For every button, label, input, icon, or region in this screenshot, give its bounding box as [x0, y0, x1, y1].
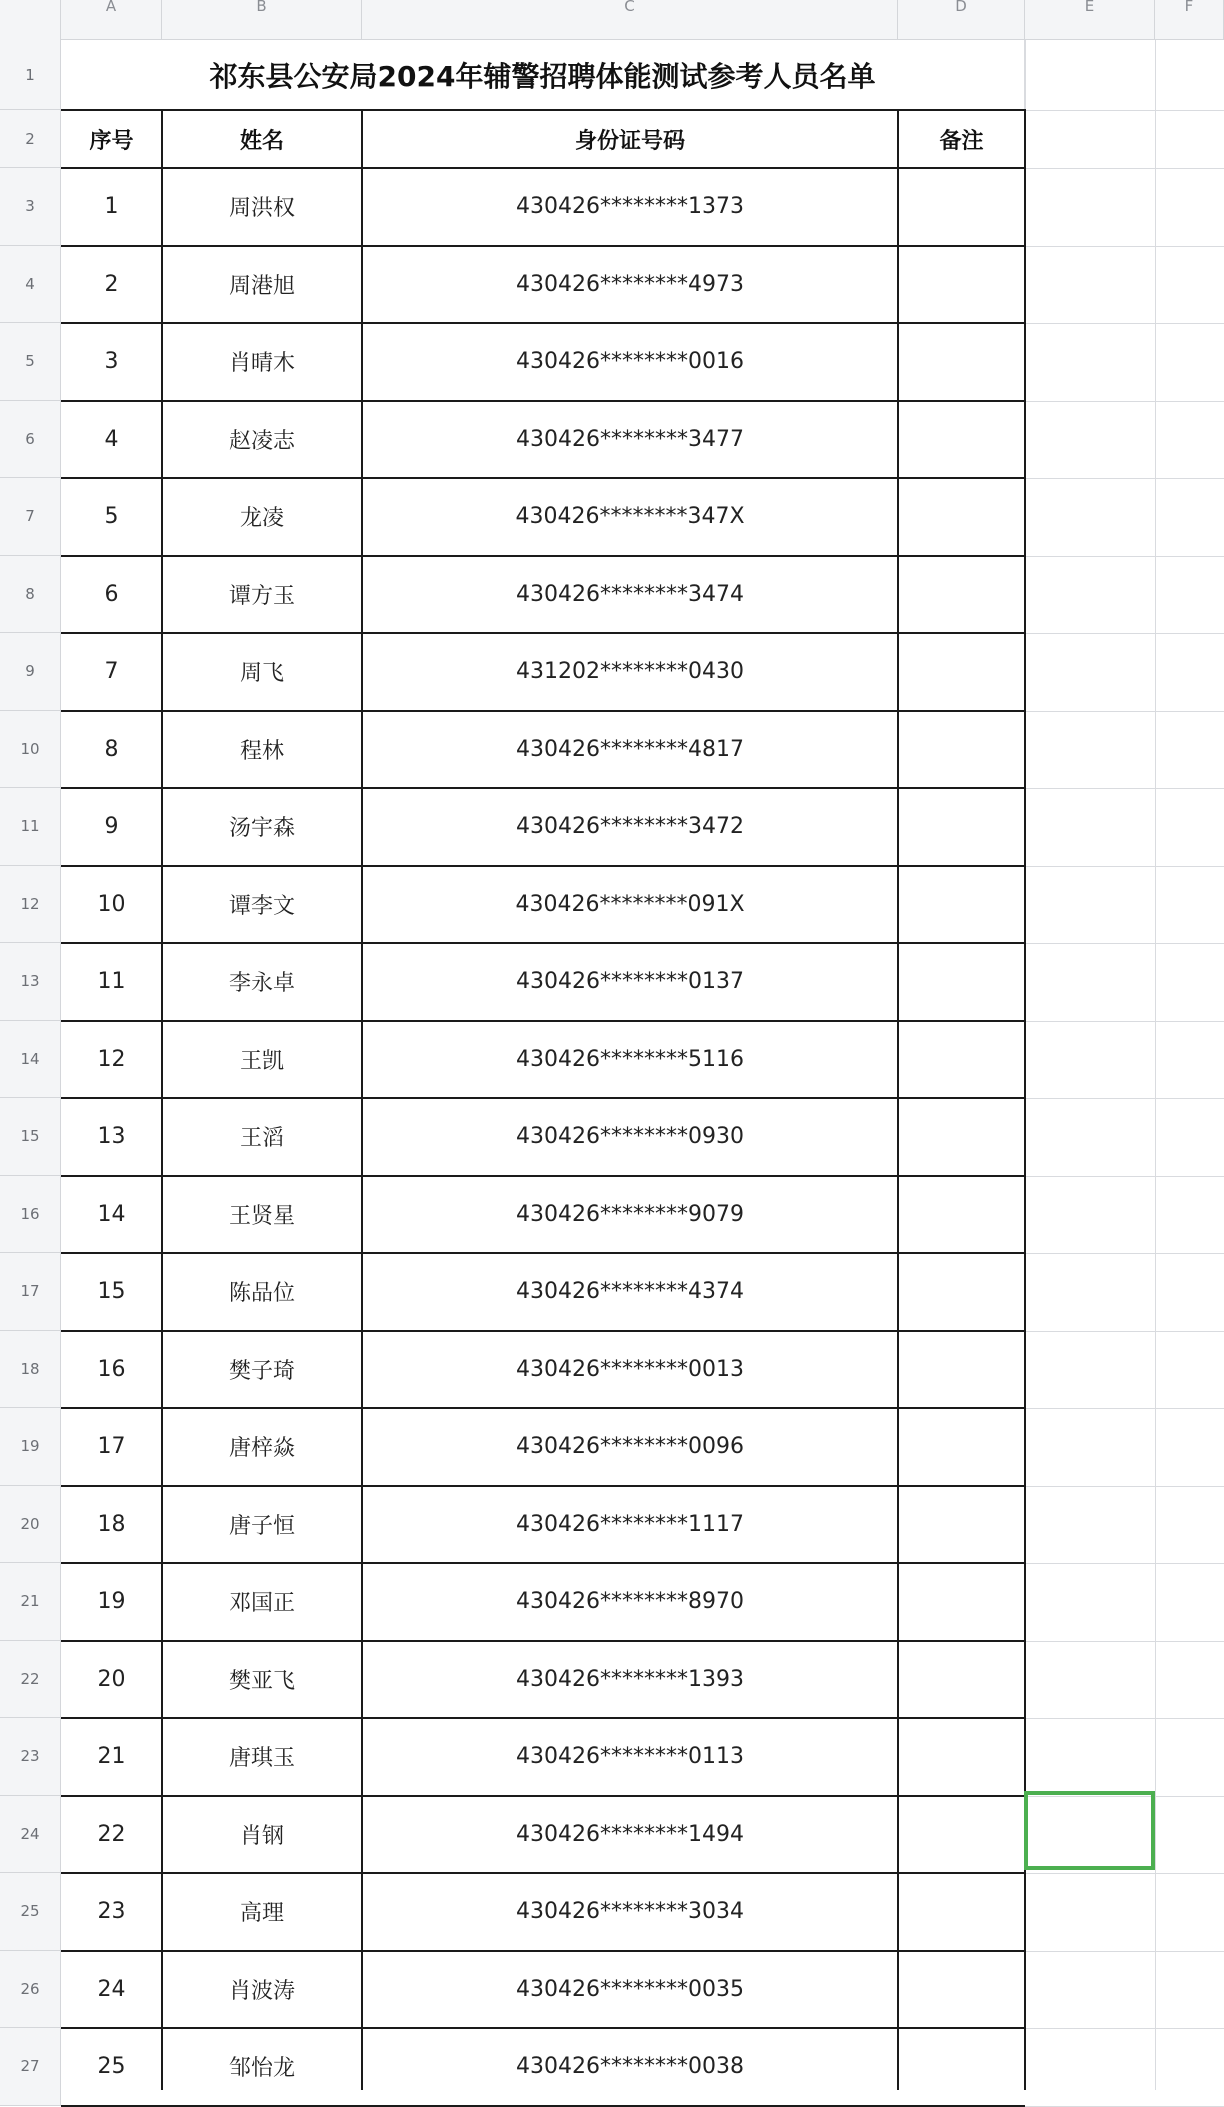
- cell-seq[interactable]: 6: [104, 581, 119, 607]
- row-header-12[interactable]: 12: [0, 866, 61, 944]
- table-border-horizontal: [61, 1097, 1025, 1099]
- cell-note[interactable]: [898, 401, 1025, 479]
- cell-seq[interactable]: 16: [97, 1356, 126, 1382]
- row-header-27[interactable]: 27: [0, 2028, 61, 2106]
- row-header-2[interactable]: 2: [0, 110, 61, 168]
- row-header-16[interactable]: 16: [0, 1176, 61, 1254]
- cell-name[interactable]: 程林: [239, 738, 284, 764]
- gridline-horizontal: [1025, 711, 1224, 712]
- gridline-horizontal: [1025, 110, 1224, 111]
- cell-id[interactable]: 430426********3477: [516, 426, 744, 452]
- gridline-horizontal: [1025, 2028, 1224, 2029]
- cell-seq[interactable]: 9: [104, 814, 119, 840]
- row-header-25[interactable]: 25: [0, 1873, 61, 1951]
- cell-name[interactable]: 赵凌志: [228, 428, 295, 454]
- cell-seq[interactable]: 11: [97, 969, 126, 995]
- row-header-26[interactable]: 26: [0, 1951, 61, 2029]
- cell-name[interactable]: 王滔: [239, 1126, 284, 1152]
- row-header-9[interactable]: 9: [0, 633, 61, 711]
- cell-id[interactable]: 430426********4973: [516, 271, 744, 297]
- cell-note[interactable]: [898, 711, 1025, 789]
- cell-name[interactable]: 肖钢: [239, 1823, 284, 1849]
- row-header-21[interactable]: 21: [0, 1563, 61, 1641]
- gridline-horizontal: [1025, 1873, 1224, 1874]
- cell-seq[interactable]: 21: [97, 1744, 126, 1770]
- gridline-horizontal: [1025, 1563, 1224, 1564]
- row-header-14[interactable]: 14: [0, 1021, 61, 1099]
- selected-cell-e24[interactable]: [1024, 1791, 1155, 1870]
- cell-id[interactable]: 430426********4817: [516, 736, 744, 762]
- gridline-horizontal: [1025, 1331, 1224, 1332]
- cell-name[interactable]: 陈品位: [228, 1281, 295, 1307]
- row-header-13[interactable]: 13: [0, 943, 61, 1021]
- cell-seq[interactable]: 7: [104, 659, 119, 685]
- cell-note[interactable]: [898, 1408, 1025, 1486]
- row-header-23[interactable]: 23: [0, 1718, 61, 1796]
- row-header-8[interactable]: 8: [0, 556, 61, 634]
- cell-id[interactable]: 431202********0430: [516, 659, 744, 685]
- table-border-horizontal: [61, 1872, 1025, 1874]
- cell-note[interactable]: [898, 1796, 1025, 1874]
- table-border-horizontal: [61, 1950, 1025, 1952]
- cell-name[interactable]: 王凯: [239, 1048, 284, 1074]
- gridline-horizontal: [1025, 633, 1224, 634]
- table-border-horizontal: [61, 865, 1025, 867]
- cell-seq[interactable]: 1: [104, 194, 119, 220]
- cell-id[interactable]: 430426********1494: [516, 1821, 744, 1847]
- cell-note[interactable]: [898, 478, 1025, 556]
- row-header-3[interactable]: 3: [0, 168, 61, 246]
- cell-note[interactable]: [898, 1021, 1025, 1099]
- cell-id[interactable]: 430426********0035: [516, 1976, 744, 2002]
- row-header-19[interactable]: 19: [0, 1408, 61, 1486]
- table-border-horizontal: [61, 1562, 1025, 1564]
- cell-id[interactable]: 430426********3474: [516, 581, 744, 607]
- cell-seq[interactable]: 14: [97, 1201, 126, 1227]
- table-border-horizontal: [61, 787, 1025, 789]
- row-header-20[interactable]: 20: [0, 1486, 61, 1564]
- table-border-horizontal: [61, 1252, 1025, 1254]
- cell-id[interactable]: 430426********0013: [516, 1356, 744, 1382]
- column-header-b[interactable]: B: [162, 0, 362, 40]
- table-border-horizontal: [61, 167, 1025, 169]
- cell-note[interactable]: [898, 1331, 1025, 1409]
- cell-seq[interactable]: 23: [97, 1899, 126, 1925]
- gridline-horizontal: [1025, 1951, 1224, 1952]
- table-border-horizontal: [61, 1795, 1025, 1797]
- cell-name[interactable]: 周港旭: [228, 273, 295, 299]
- cell-seq[interactable]: 12: [97, 1046, 126, 1072]
- cell-name[interactable]: 汤宇森: [228, 816, 295, 842]
- column-header-e[interactable]: E: [1025, 0, 1155, 40]
- cell-name[interactable]: 唐琪玉: [228, 1746, 295, 1772]
- cell-seq[interactable]: 3: [104, 349, 119, 375]
- cell-name[interactable]: 唐子恒: [228, 1513, 295, 1539]
- cell-note[interactable]: [898, 1253, 1025, 1331]
- cell-name[interactable]: 龙凌: [239, 506, 284, 532]
- cell-seq[interactable]: 10: [97, 891, 126, 917]
- cell-note[interactable]: [898, 168, 1025, 246]
- cell-name[interactable]: 谭方玉: [228, 583, 295, 609]
- cell-name[interactable]: 樊亚飞: [228, 1668, 295, 1694]
- cell-seq[interactable]: 4: [104, 426, 119, 452]
- row-header-7[interactable]: 7: [0, 478, 61, 556]
- cell-seq[interactable]: 20: [97, 1666, 126, 1692]
- table-border-horizontal: [61, 1330, 1025, 1332]
- table-border-horizontal: [61, 477, 1025, 479]
- cell-name[interactable]: 唐梓焱: [228, 1436, 295, 1462]
- row-header-10[interactable]: 10: [0, 711, 61, 789]
- sheet-title[interactable]: 祁东县公安局2024年辅警招聘体能测试参考人员名单: [61, 40, 1025, 110]
- gridline-horizontal: [1025, 1021, 1224, 1022]
- cell-seq[interactable]: 17: [97, 1434, 126, 1460]
- cell-seq[interactable]: 13: [97, 1124, 126, 1150]
- row-header-15[interactable]: 15: [0, 1098, 61, 1176]
- cell-note[interactable]: [898, 2028, 1025, 2106]
- table-border-vertical: [897, 109, 899, 2090]
- cell-name[interactable]: 李永卓: [228, 971, 295, 997]
- gridline-horizontal: [1025, 168, 1224, 169]
- cell-note[interactable]: [898, 246, 1025, 324]
- cell-note[interactable]: [898, 1486, 1025, 1564]
- cell-note[interactable]: [898, 866, 1025, 944]
- cell-name[interactable]: 高理: [239, 1901, 284, 1927]
- table-border-horizontal: [61, 245, 1025, 247]
- cell-note[interactable]: [898, 556, 1025, 634]
- gridline-horizontal: [1025, 1408, 1224, 1409]
- row-header-6[interactable]: 6: [0, 401, 61, 479]
- row-header-17[interactable]: 17: [0, 1253, 61, 1331]
- gridline-horizontal: [1025, 943, 1224, 944]
- row-header-22[interactable]: 22: [0, 1641, 61, 1719]
- cell-id[interactable]: 430426********347X: [515, 504, 745, 530]
- cell-id[interactable]: 430426********1117: [516, 1511, 744, 1537]
- cell-note[interactable]: [898, 1563, 1025, 1641]
- cell-id[interactable]: 430426********0038: [516, 2054, 744, 2080]
- gridline-horizontal: [1025, 1486, 1224, 1487]
- cell-id[interactable]: 430426********0096: [516, 1434, 744, 1460]
- gridline-vertical: [1155, 40, 1156, 2090]
- cell-note[interactable]: [898, 788, 1025, 866]
- table-border-horizontal: [61, 1485, 1025, 1487]
- cell-id[interactable]: 430426********1373: [516, 194, 744, 220]
- cell-name[interactable]: 周飞: [239, 661, 284, 687]
- cell-id[interactable]: 430426********9079: [516, 1201, 744, 1227]
- header-cell-note[interactable]: 备注: [939, 128, 984, 154]
- row-header-1[interactable]: 1: [0, 40, 61, 110]
- cell-id[interactable]: 430426********1393: [516, 1666, 744, 1692]
- cell-name[interactable]: 肖波涛: [228, 1978, 295, 2004]
- cell-seq[interactable]: 22: [97, 1821, 126, 1847]
- cell-note[interactable]: [898, 1951, 1025, 2029]
- column-header-f[interactable]: F: [1155, 0, 1224, 40]
- table-border-horizontal: [61, 2027, 1025, 2029]
- gridline-horizontal: [1025, 1641, 1224, 1642]
- cell-name[interactable]: 樊子琦: [228, 1358, 295, 1384]
- cell-id[interactable]: 430426********4374: [516, 1279, 744, 1305]
- cell-id[interactable]: 430426********0930: [516, 1124, 744, 1150]
- cell-note[interactable]: [898, 1718, 1025, 1796]
- gridline-horizontal: [1025, 1098, 1224, 1099]
- row-header-24[interactable]: 24: [0, 1796, 61, 1874]
- cell-seq[interactable]: 24: [97, 1976, 126, 2002]
- gridline-horizontal: [1025, 1253, 1224, 1254]
- cell-name[interactable]: 邹怡龙: [228, 2056, 295, 2082]
- gridline-horizontal: [1025, 478, 1224, 479]
- cell-note[interactable]: [898, 1098, 1025, 1176]
- select-all-corner[interactable]: [0, 0, 61, 40]
- cell-name[interactable]: 王贤星: [228, 1203, 295, 1229]
- table-border-horizontal: [61, 1407, 1025, 1409]
- row-header-18[interactable]: 18: [0, 1331, 61, 1409]
- gridline-horizontal: [1025, 401, 1224, 402]
- cell-note[interactable]: [898, 323, 1025, 401]
- cell-name[interactable]: 邓国正: [228, 1591, 295, 1617]
- row-header-4[interactable]: 4: [0, 246, 61, 324]
- cell-seq[interactable]: 8: [104, 736, 119, 762]
- gridline-horizontal: [1025, 1176, 1224, 1177]
- gridline-horizontal: [1025, 323, 1224, 324]
- cell-note[interactable]: [898, 1641, 1025, 1719]
- cell-name[interactable]: 周洪权: [228, 196, 295, 222]
- table-border-horizontal: [61, 322, 1025, 324]
- row-header-5[interactable]: 5: [0, 323, 61, 401]
- cell-seq[interactable]: 18: [97, 1511, 126, 1537]
- header-cell-seq[interactable]: 序号: [89, 128, 134, 154]
- column-header-c[interactable]: C: [362, 0, 898, 40]
- row-header-11[interactable]: 11: [0, 788, 61, 866]
- cell-id[interactable]: 430426********0016: [516, 349, 744, 375]
- cell-id[interactable]: 430426********0137: [516, 969, 744, 995]
- cell-note[interactable]: [898, 1873, 1025, 1951]
- cell-id[interactable]: 430426********5116: [516, 1046, 744, 1072]
- cell-seq[interactable]: 5: [104, 504, 119, 530]
- table-border-horizontal: [61, 942, 1025, 944]
- column-header-d[interactable]: D: [898, 0, 1025, 40]
- gridline-horizontal: [1025, 1718, 1224, 1719]
- table-border-horizontal: [61, 632, 1025, 634]
- table-border-horizontal: [61, 1020, 1025, 1022]
- cell-seq[interactable]: 2: [104, 271, 119, 297]
- header-cell-id[interactable]: 身份证号码: [574, 128, 685, 154]
- cell-id[interactable]: 430426********3034: [516, 1899, 744, 1925]
- table-border-horizontal: [61, 1717, 1025, 1719]
- table-border-horizontal: [61, 1175, 1025, 1177]
- table-border-horizontal: [61, 109, 1025, 111]
- cell-id[interactable]: 430426********8970: [516, 1589, 744, 1615]
- table-border-horizontal: [61, 710, 1025, 712]
- gridline-horizontal: [1025, 556, 1224, 557]
- table-border-horizontal: [61, 555, 1025, 557]
- cell-seq[interactable]: 25: [97, 2054, 126, 2080]
- table-border-vertical: [361, 109, 363, 2090]
- cell-name[interactable]: 肖晴木: [228, 351, 295, 377]
- gridline-horizontal: [1025, 246, 1224, 247]
- cell-note[interactable]: [898, 633, 1025, 711]
- table-border-horizontal: [61, 1640, 1025, 1642]
- cell-id[interactable]: 430426********0113: [516, 1744, 744, 1770]
- cell-id[interactable]: 430426********091X: [515, 891, 745, 917]
- header-cell-name[interactable]: 姓名: [239, 128, 284, 154]
- cell-note[interactable]: [898, 1176, 1025, 1254]
- cell-seq[interactable]: 15: [97, 1279, 126, 1305]
- table-border-vertical: [161, 109, 163, 2090]
- table-border-horizontal: [61, 400, 1025, 402]
- cell-id[interactable]: 430426********3472: [516, 814, 744, 840]
- cell-note[interactable]: [898, 943, 1025, 1021]
- gridline-horizontal: [1025, 788, 1224, 789]
- cell-name[interactable]: 谭李文: [228, 893, 295, 919]
- gridline-horizontal: [1025, 866, 1224, 867]
- cell-seq[interactable]: 19: [97, 1589, 126, 1615]
- column-header-a[interactable]: A: [61, 0, 162, 40]
